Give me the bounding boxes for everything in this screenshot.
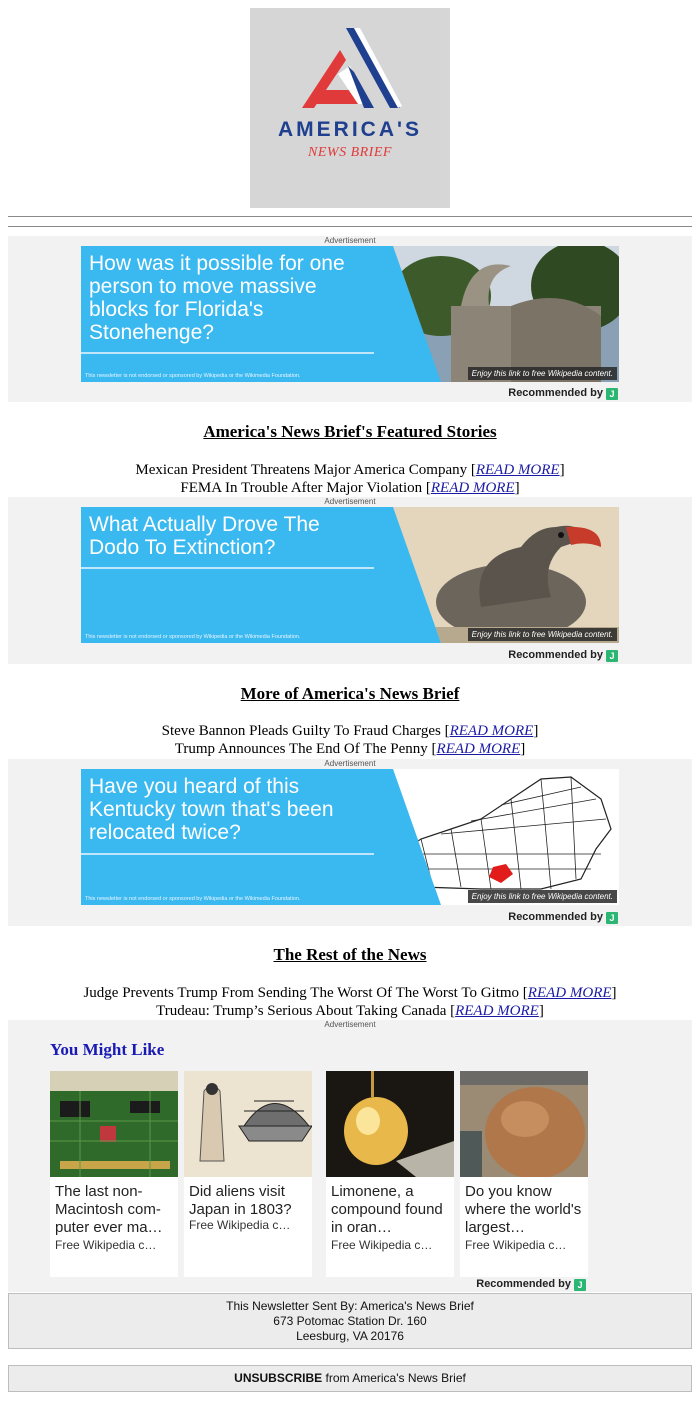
card-image-circuit-board[interactable]	[50, 1071, 178, 1177]
ad-block-3	[8, 759, 692, 926]
ad-image-kentucky-map[interactable]	[361, 769, 619, 905]
story-item: Trudeau: Trump’s Serious About Taking Canada [READ MORE]	[156, 1003, 544, 1019]
you-might-like-title: You Might Like	[50, 1040, 165, 1059]
read-more-link[interactable]: READ MORE	[475, 462, 560, 478]
card-title[interactable]: Limonene, a compound found in oran…	[331, 1183, 443, 1236]
ad-image-coral-castle[interactable]	[361, 246, 619, 382]
ad-label: Advertisement	[324, 1020, 376, 1029]
ad-label: Advertisement	[324, 759, 376, 768]
recommended-by[interactable]	[508, 911, 618, 924]
ad-headline[interactable]: What Actually Drove The Dodo To Extinction?	[89, 513, 320, 559]
footer-city: Leesburg, VA 20176	[296, 1329, 404, 1343]
story-item: FEMA In Trouble After Major Violation [READ MORE]	[180, 480, 520, 496]
story-title: Mexican President Threatens Major America Company	[135, 462, 468, 478]
ad-banner-kentucky[interactable]	[81, 769, 619, 905]
ad-image-dodo[interactable]	[361, 507, 619, 643]
ad-disclaimer: This newsletter is not endorsed or sponsored by Wikipedia or the Wikimedia Foundation.	[85, 896, 301, 902]
story-item: Steve Bannon Pleads Guilty To Fraud Charges [READ MORE]	[161, 723, 539, 739]
story-title: Steve Bannon Pleads Guilty To Fraud Charges	[161, 723, 441, 739]
story-title: FEMA In Trouble After Major Violation	[180, 480, 423, 496]
story-item: Judge Prevents Trump From Sending The Worst Of The Worst To Gitmo [READ MORE]	[83, 985, 617, 1001]
story-title: Judge Prevents Trump From Sending The Worst Of The Worst To Gitmo	[83, 985, 520, 1001]
ad-enjoy-caption: Enjoy this link to free Wikipedia content.	[468, 890, 617, 903]
ad-divider	[81, 853, 374, 855]
unsubscribe-text: from America's News Brief	[325, 1371, 466, 1385]
recommended-by-label[interactable]: Recommended by	[508, 649, 603, 661]
divider	[8, 226, 692, 227]
card-title[interactable]: Do you know where the world's largest…	[465, 1183, 582, 1236]
logo-triangle-icon	[250, 8, 450, 208]
section-title-featured: America's News Brief's Featured Stories	[203, 422, 497, 441]
read-more-link[interactable]: READ MORE	[455, 1003, 539, 1019]
story-item: Trump Announces The End Of The Penny [READ MORE]	[174, 741, 526, 757]
newsletter-logo	[250, 8, 450, 208]
story-item: Mexican President Threatens Major America Company [READ MORE]	[135, 462, 565, 478]
footer-sender: This Newsletter Sent By: America's News Brief	[226, 1299, 474, 1313]
section-title-more: More of America's News Brief	[240, 684, 460, 703]
ad-banner-dodo[interactable]	[81, 507, 619, 643]
card-source: Free Wikipedia c…	[465, 1238, 567, 1252]
ad-block-1	[8, 236, 692, 402]
read-more-link[interactable]: READ MORE	[430, 480, 515, 496]
ad-disclaimer: This newsletter is not endorsed or sponsored by Wikipedia or the Wikimedia Foundation.	[85, 634, 301, 640]
divider	[8, 216, 692, 217]
ad-headline[interactable]: Have you heard of this Kentucky town that's been relocated twice?	[89, 775, 334, 844]
card-source: Free Wikipedia c…	[55, 1238, 157, 1252]
card-source: Free Wikipedia c…	[189, 1218, 291, 1232]
ad-headline[interactable]: How was it possible for one person to move massive blocks for Florida's Stonehenge?	[89, 252, 345, 344]
outbrain-logo-icon: J	[606, 388, 618, 400]
logo-wordmark: AMERICA'S	[278, 118, 422, 141]
unsubscribe-bar[interactable]	[8, 1365, 692, 1392]
recommendation-card[interactable]	[50, 1071, 178, 1277]
read-more-link[interactable]: READ MORE	[449, 723, 534, 739]
recommended-by[interactable]	[508, 649, 618, 662]
card-source: Free Wikipedia c…	[331, 1238, 433, 1252]
unsubscribe-link[interactable]: UNSUBSCRIBE	[234, 1371, 323, 1385]
ad-banner-stonehenge[interactable]	[81, 246, 619, 382]
card-title[interactable]: Did aliens visit Japan in 1803?	[189, 1183, 292, 1218]
section-title-rest: The Rest of the News	[273, 945, 427, 964]
ad-label: Advertisement	[324, 497, 376, 506]
recommendation-card[interactable]	[460, 1071, 588, 1277]
ad-divider	[81, 352, 374, 354]
ad-divider	[81, 567, 374, 569]
card-title[interactable]: The last non-Macintosh com-puter ever ma…	[55, 1183, 163, 1236]
card-image-utsuro-bune[interactable]	[184, 1071, 312, 1177]
ad-disclaimer: This newsletter is not endorsed or sponsored by Wikipedia or the Wikimedia Foundation.	[85, 373, 301, 379]
ad-label: Advertisement	[324, 236, 376, 245]
ad-block-2	[8, 497, 692, 664]
read-more-link[interactable]: READ MORE	[436, 741, 521, 757]
card-image-limonene[interactable]	[326, 1071, 454, 1177]
recommendation-card[interactable]	[326, 1071, 454, 1277]
recommendation-card[interactable]	[184, 1071, 312, 1277]
story-title: Trudeau: Trump’s Serious About Taking Canada	[156, 1003, 447, 1019]
outbrain-logo-icon: J	[574, 1279, 586, 1291]
recommended-by[interactable]	[508, 387, 618, 400]
you-might-like-widget	[8, 1020, 692, 1292]
read-more-link[interactable]: READ MORE	[527, 985, 612, 1001]
recommended-by[interactable]	[476, 1278, 586, 1291]
recommended-by-label[interactable]: Recommended by	[508, 911, 603, 923]
ad-enjoy-caption: Enjoy this link to free Wikipedia content.	[468, 628, 617, 641]
card-image-twine-ball[interactable]	[460, 1071, 588, 1177]
footer-street: 673 Potomac Station Dr. 160	[273, 1314, 427, 1328]
story-title: Trump Announces The End Of The Penny	[174, 741, 428, 757]
logo-subtitle: NEWS BRIEF	[308, 145, 392, 160]
recommended-by-label[interactable]: Recommended by	[476, 1278, 571, 1290]
recommended-by-label[interactable]: Recommended by	[508, 387, 603, 399]
outbrain-logo-icon: J	[606, 912, 618, 924]
newsletter-footer	[8, 1293, 692, 1349]
ad-enjoy-caption: Enjoy this link to free Wikipedia content.	[468, 367, 617, 380]
outbrain-logo-icon: J	[606, 650, 618, 662]
